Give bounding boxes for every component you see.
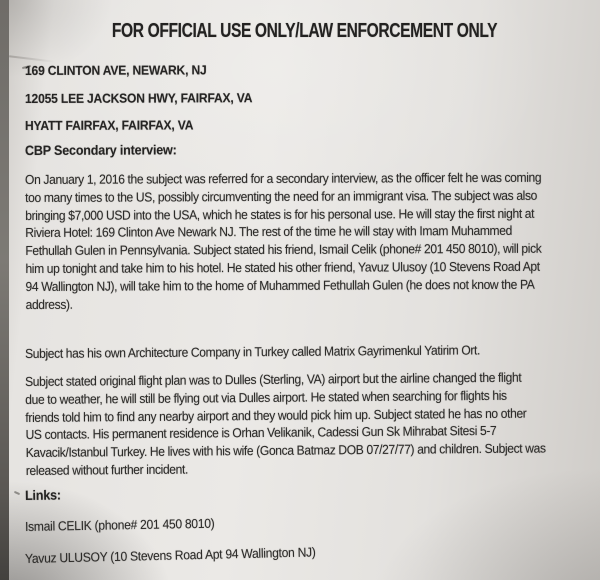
paragraph-flight-details: Subject stated original flight plan was to Dulles (Sterling, VA) airport but the airline changed the flight due to weather, he will still be flying out via Dulles airport. He stated when searching for flights his friends told him to find any nearby airport and they would pick him up. Subject stated he has no other US contacts. His permanent residence is Orhan Velikanik, Cadessi Gun Sk Mihrabat Sitesi 5-7 Kavacik/Istanbul Turkey. He lives with his wife (Gonca Batmaz DOB 07/27/77) and children. Subject was released without further incident. <box>25 369 546 478</box>
address-line-newark: 169 CLINTON AVE, NEWARK, NJ <box>24 62 207 78</box>
paper-sheet <box>9 0 600 580</box>
address-line-lee-jackson: 12055 LEE JACKSON HWY, FAIRFAX, VA <box>24 90 253 106</box>
classification-banner: FOR OFFICIAL USE ONLY/LAW ENFORCEMENT ONLY <box>111 20 498 42</box>
paragraph-company: Subject has his own Architecture Company in Turkey called Matrix Gayrimenkul Yatirim Ort. <box>25 342 481 361</box>
paper-crease <box>9 55 55 63</box>
pen-mark <box>14 491 20 495</box>
link-ismail-celik: Ismail CELIK (phone# 201 450 8010) <box>24 515 215 534</box>
links-heading: Links: <box>24 487 61 503</box>
link-yavuz-ulusoy: Yavuz ULUSOY (10 Stevens Road Apt 94 Wallington NJ) <box>24 544 316 566</box>
paragraph-interview-summary: On January 1, 2016 the subject was referred for a secondary interview, as the officer felt he was coming too many times to the US, possibly circumventing the need for an immigrant visa. The subject was also bringing $7,000 USD into the USA, which he states is for his personal use. He will stay the first night at Riviera Hotel: 169 Clinton Ave Newark NJ. The rest of the time he will stay with Imam Muhammed Fethullah Gulen in Pennsylvania. Subject stated his friend, Ismail Celik (phone# 201 450 8010), will pick him up tonight and take him to his hotel. He stated his other friend, Yavuz Ulusoy (10 Stevens Road Apt 94 Wallington NJ), will take him to the home of Muhammed Fethullah Gulen (he does not know the PA address). <box>25 169 542 312</box>
section-heading-cbp-secondary-interview: CBP Secondary interview: <box>24 142 177 158</box>
address-line-hyatt: HYATT FAIRFAX, FAIRFAX, VA <box>24 117 194 133</box>
